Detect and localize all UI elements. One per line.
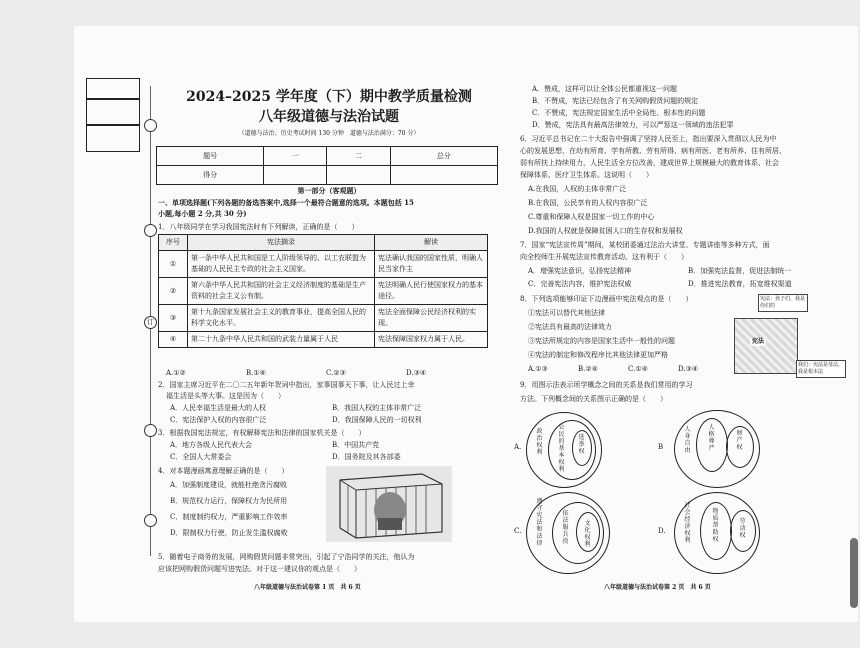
margin-ring	[144, 224, 157, 237]
exam-subtitle: 八年级道德与法治试题	[259, 109, 399, 125]
score-cell[interactable]	[327, 166, 390, 185]
q8-option: C.①④	[628, 365, 648, 373]
score-cell[interactable]	[264, 166, 327, 185]
q1-cell: ②	[159, 278, 188, 305]
q1-cell: ①	[159, 251, 188, 278]
q9-d-left-text: 社会经济权利	[684, 502, 691, 544]
q5-option: C．不赞成，宪法规定国家生活中全局性、根本性的问题	[532, 109, 706, 117]
q9-b-mid-text: 人格尊严	[708, 424, 715, 452]
q4-option: A．加强制度建设，就能杜绝贪污腐败	[170, 481, 288, 489]
q7-option: B．加强宪法监督，促进法制统一	[688, 267, 792, 275]
section-heading: 小题,每小题 2 分,共 30 分)	[158, 209, 247, 218]
q9-c-inner-text: 文化权利	[584, 520, 591, 548]
q9-a-outer-text: 政治权利	[536, 428, 543, 456]
q2-option: A．人民幸福生活是最大的人权	[170, 404, 267, 412]
q1-table	[158, 234, 488, 348]
part-heading: 第一部分（客观题）	[297, 186, 361, 195]
q3-option: A．地方各级人民代表大会	[170, 441, 253, 449]
q2-option: C．宪法保护人权的内容很广泛	[170, 416, 267, 424]
page-footer: 八年级道德与法治试卷第 2 页 共 6 页	[604, 584, 711, 591]
q2-option: D．我国保障人民的一切权利	[332, 416, 422, 424]
q1-cell: 第十九条国家发展社会主义的教育事业，提高全国人民的科学文化水平。	[188, 305, 375, 332]
q9-d-mid-text: 物质帮助权	[712, 508, 719, 543]
scrollbar[interactable]	[850, 538, 858, 608]
q1-stem: 1．八年级同学在学习我国宪法时有下列解读，正确的是（ ）	[158, 223, 359, 231]
exam-note: （道德与法治、历史考试时间 130 分钟 道德与法治满分：70 分）	[238, 130, 420, 137]
q7-option: A．增强宪法意识，弘扬宪法精神	[528, 267, 632, 275]
q8-cartoon-label: 宪法	[752, 338, 765, 345]
q1-cell: 第六条中华人民共和国的社会主义经济制度的基础是生产资料的社会主义公有制。	[188, 278, 375, 305]
q4-cage-cartoon	[326, 466, 452, 542]
q8-item: ②宪法具有最高的法律效力	[528, 323, 612, 331]
q1-header: 宪法摘录	[188, 235, 375, 251]
q1-cell: ④	[159, 332, 188, 348]
q7-stem: 7．国家“宪法宣传周”期间，某校团委通过法治大讲堂、专题讲座等多种方式，面	[520, 241, 770, 249]
q8-speech-bubble: 宪法：孩子们，我是你们的	[758, 294, 808, 312]
q8-option: B.②④	[578, 365, 598, 373]
exam-sheet	[74, 26, 858, 622]
q6-stem: 保障体系、医疗卫生体系。这说明（ ）	[520, 171, 653, 179]
q1-cell: 第二十九条中华人民共和国的武装力量属于人民	[188, 332, 375, 348]
q9-c-outer-text: 遵守宪法和法律	[536, 498, 543, 547]
q5-stem: 5．随着电子商务的发展，网购假货问题非常突出，引起了宁浩同学的关注，他认为	[158, 553, 415, 561]
q8-cartoon	[734, 318, 798, 374]
q9-label-c: C.	[514, 527, 522, 535]
q4-stem: 4．对本题漫画寓意理解正确的是（ ）	[158, 467, 289, 475]
q1-option: C.②③	[326, 369, 346, 377]
q1-cell: 宪法全面保障公民经济权利的实现。	[375, 305, 488, 332]
q1-header: 解读	[375, 235, 488, 251]
q1-option: D.③④	[406, 369, 427, 377]
page-footer: 八年级道德与法治试卷第 1 页 共 6 页	[254, 584, 361, 591]
q8-option: D.③④	[678, 365, 699, 373]
score-cell[interactable]	[390, 166, 497, 185]
q9-label-d: D.	[658, 527, 666, 535]
score-cell: 二	[327, 147, 390, 166]
q9-stem: 方法。下列概念间的关系图示正确的是（ ）	[520, 395, 667, 403]
q8-item: ①宪法可以替代其他法律	[528, 309, 605, 317]
q3-stem: 3．根据我国宪法规定，有权解释宪法和法律的国家机关是（ ）	[158, 429, 366, 437]
margin-ring	[144, 424, 157, 437]
q9-c-mid-text: 依法服兵役	[562, 510, 569, 545]
q6-stem: 心的发展思想，在幼有所育、学有所教、劳有所得、病有所医、老有所养、住有所居、	[520, 147, 786, 155]
q6-stem: 弱有所扶上持续用力，人民生活全方位改善，建成世界上规模最大的教育体系、社会	[520, 159, 779, 167]
score-cell: 题号	[157, 147, 264, 166]
q2-stem: 福生活是头等大事。这是因为（ ）	[166, 392, 285, 400]
q5-stem: 应该把网购假货问题写进宪法。对于这一建议你的观点是（ ）	[158, 565, 361, 573]
q1-cell: 第一条中华人民共和国是工人阶级领导的、以工农联盟为基础的人民民主专政的社会主义国家。	[188, 251, 375, 278]
q3-option: D．国务院及其各部委	[332, 453, 401, 461]
score-cell: 总分	[390, 147, 497, 166]
q8-item: ③宪法所规定的内容是国家生活中一般性的问题	[528, 337, 675, 345]
q1-cell: 宪法确认我国的国家性质，明确人民当家作主	[375, 251, 488, 278]
q4-option: D．限制权力行使，防止发生滥权腐败	[170, 529, 288, 537]
q7-option: C．完善宪法内容，维护宪法权威	[528, 280, 632, 288]
q6-option: B.在我国，公民享有的人权内容很广泛	[528, 199, 648, 207]
q9-a-inner-text: 选举权	[578, 434, 585, 455]
q9-stem: 9．用图示法表示所学概念之间的关系是我们常用的学习	[520, 381, 693, 389]
q9-a-mid-text: 公民的基本权利	[558, 424, 565, 473]
margin-ring	[144, 514, 157, 527]
q6-option: C.尊重和保障人权是国家一切工作的中心	[528, 213, 655, 221]
q6-option: A.在我国，人权的主体非常广泛	[528, 185, 627, 193]
q2-stem: 2．国家主席习近平在二〇二五年新年贺词中指出，家事国事天下事，让人民过上幸	[158, 381, 415, 389]
q1-header: 序号	[159, 235, 188, 251]
q9-b-right-text: 财产权	[736, 430, 743, 451]
q8-speech-bubble: 我们：宪法是母法，我是根本法	[796, 360, 846, 378]
q8-item: ④宪法的制定和修改程序比其他法律更加严格	[528, 351, 668, 359]
q4-option: B．规范权力运行，保障权力为民所用	[170, 497, 288, 505]
margin-box-2	[86, 98, 140, 126]
q6-option: D.我国的人权就是保障贫困人口的生存权和发展权	[528, 227, 683, 235]
q9-d-right-text: 劳动权	[739, 518, 746, 539]
margin-box-3	[86, 124, 140, 152]
exam-title: 2024–2025 学年度（下）期中教学质量检测	[186, 89, 472, 105]
margin-ring: 订	[144, 316, 157, 329]
q7-stem: 向全校师生开展宪法宣传教育活动。这有利于（ ）	[520, 253, 688, 261]
q5-option: B．不赞成，宪法已经包含了有关网购假货问题的规定	[532, 97, 699, 105]
score-cell: 一	[264, 147, 327, 166]
q1-option: B.①④	[246, 369, 266, 377]
q8-stem: 8．下列选项能够印证下边漫画中宪法观点的是（ ）	[520, 295, 693, 303]
q5-option: A．赞成，这样可以让全体公民都重视这一问题	[532, 85, 678, 93]
q4-option: C．制度制约权力，严重影响工作效率	[170, 513, 288, 521]
q2-option: B．我国人权的主体非常广泛	[332, 404, 422, 412]
margin-box-1	[86, 78, 140, 100]
margin-ring	[144, 119, 157, 132]
section-heading: 一、单项选择题(下列各题的备选答案中,选择一个最符合题意的选项。本题包括 15	[158, 198, 414, 207]
q1-cell: ③	[159, 305, 188, 332]
q9-label-a: A.	[514, 443, 522, 451]
q8-option: A.①③	[528, 365, 548, 373]
q3-option: B．中国共产党	[332, 441, 380, 449]
q9-b-left-text: 人身自由	[684, 426, 691, 454]
q1-option: A.①②	[166, 369, 186, 377]
q6-stem: 6．习近平总书记在二十大报告中强调了坚持人民至上，指出要深入贯彻以人民为中	[520, 135, 777, 143]
q1-cell: 宪法明确人民行使国家权力的基本途径。	[375, 278, 488, 305]
score-cell: 得分	[157, 166, 264, 185]
q1-cell: 宪法保障国家权力属于人民。	[375, 332, 488, 348]
q5-option: D．赞成，宪法具有最高法律效力，可以严惩这一领域的违法犯罪	[532, 121, 734, 129]
score-table	[156, 146, 498, 185]
q3-option: C．全国人大常委会	[170, 453, 232, 461]
q7-option: D．推进宪法教育，拓宽维权渠道	[688, 280, 792, 288]
q9-label-b: B	[658, 443, 664, 451]
